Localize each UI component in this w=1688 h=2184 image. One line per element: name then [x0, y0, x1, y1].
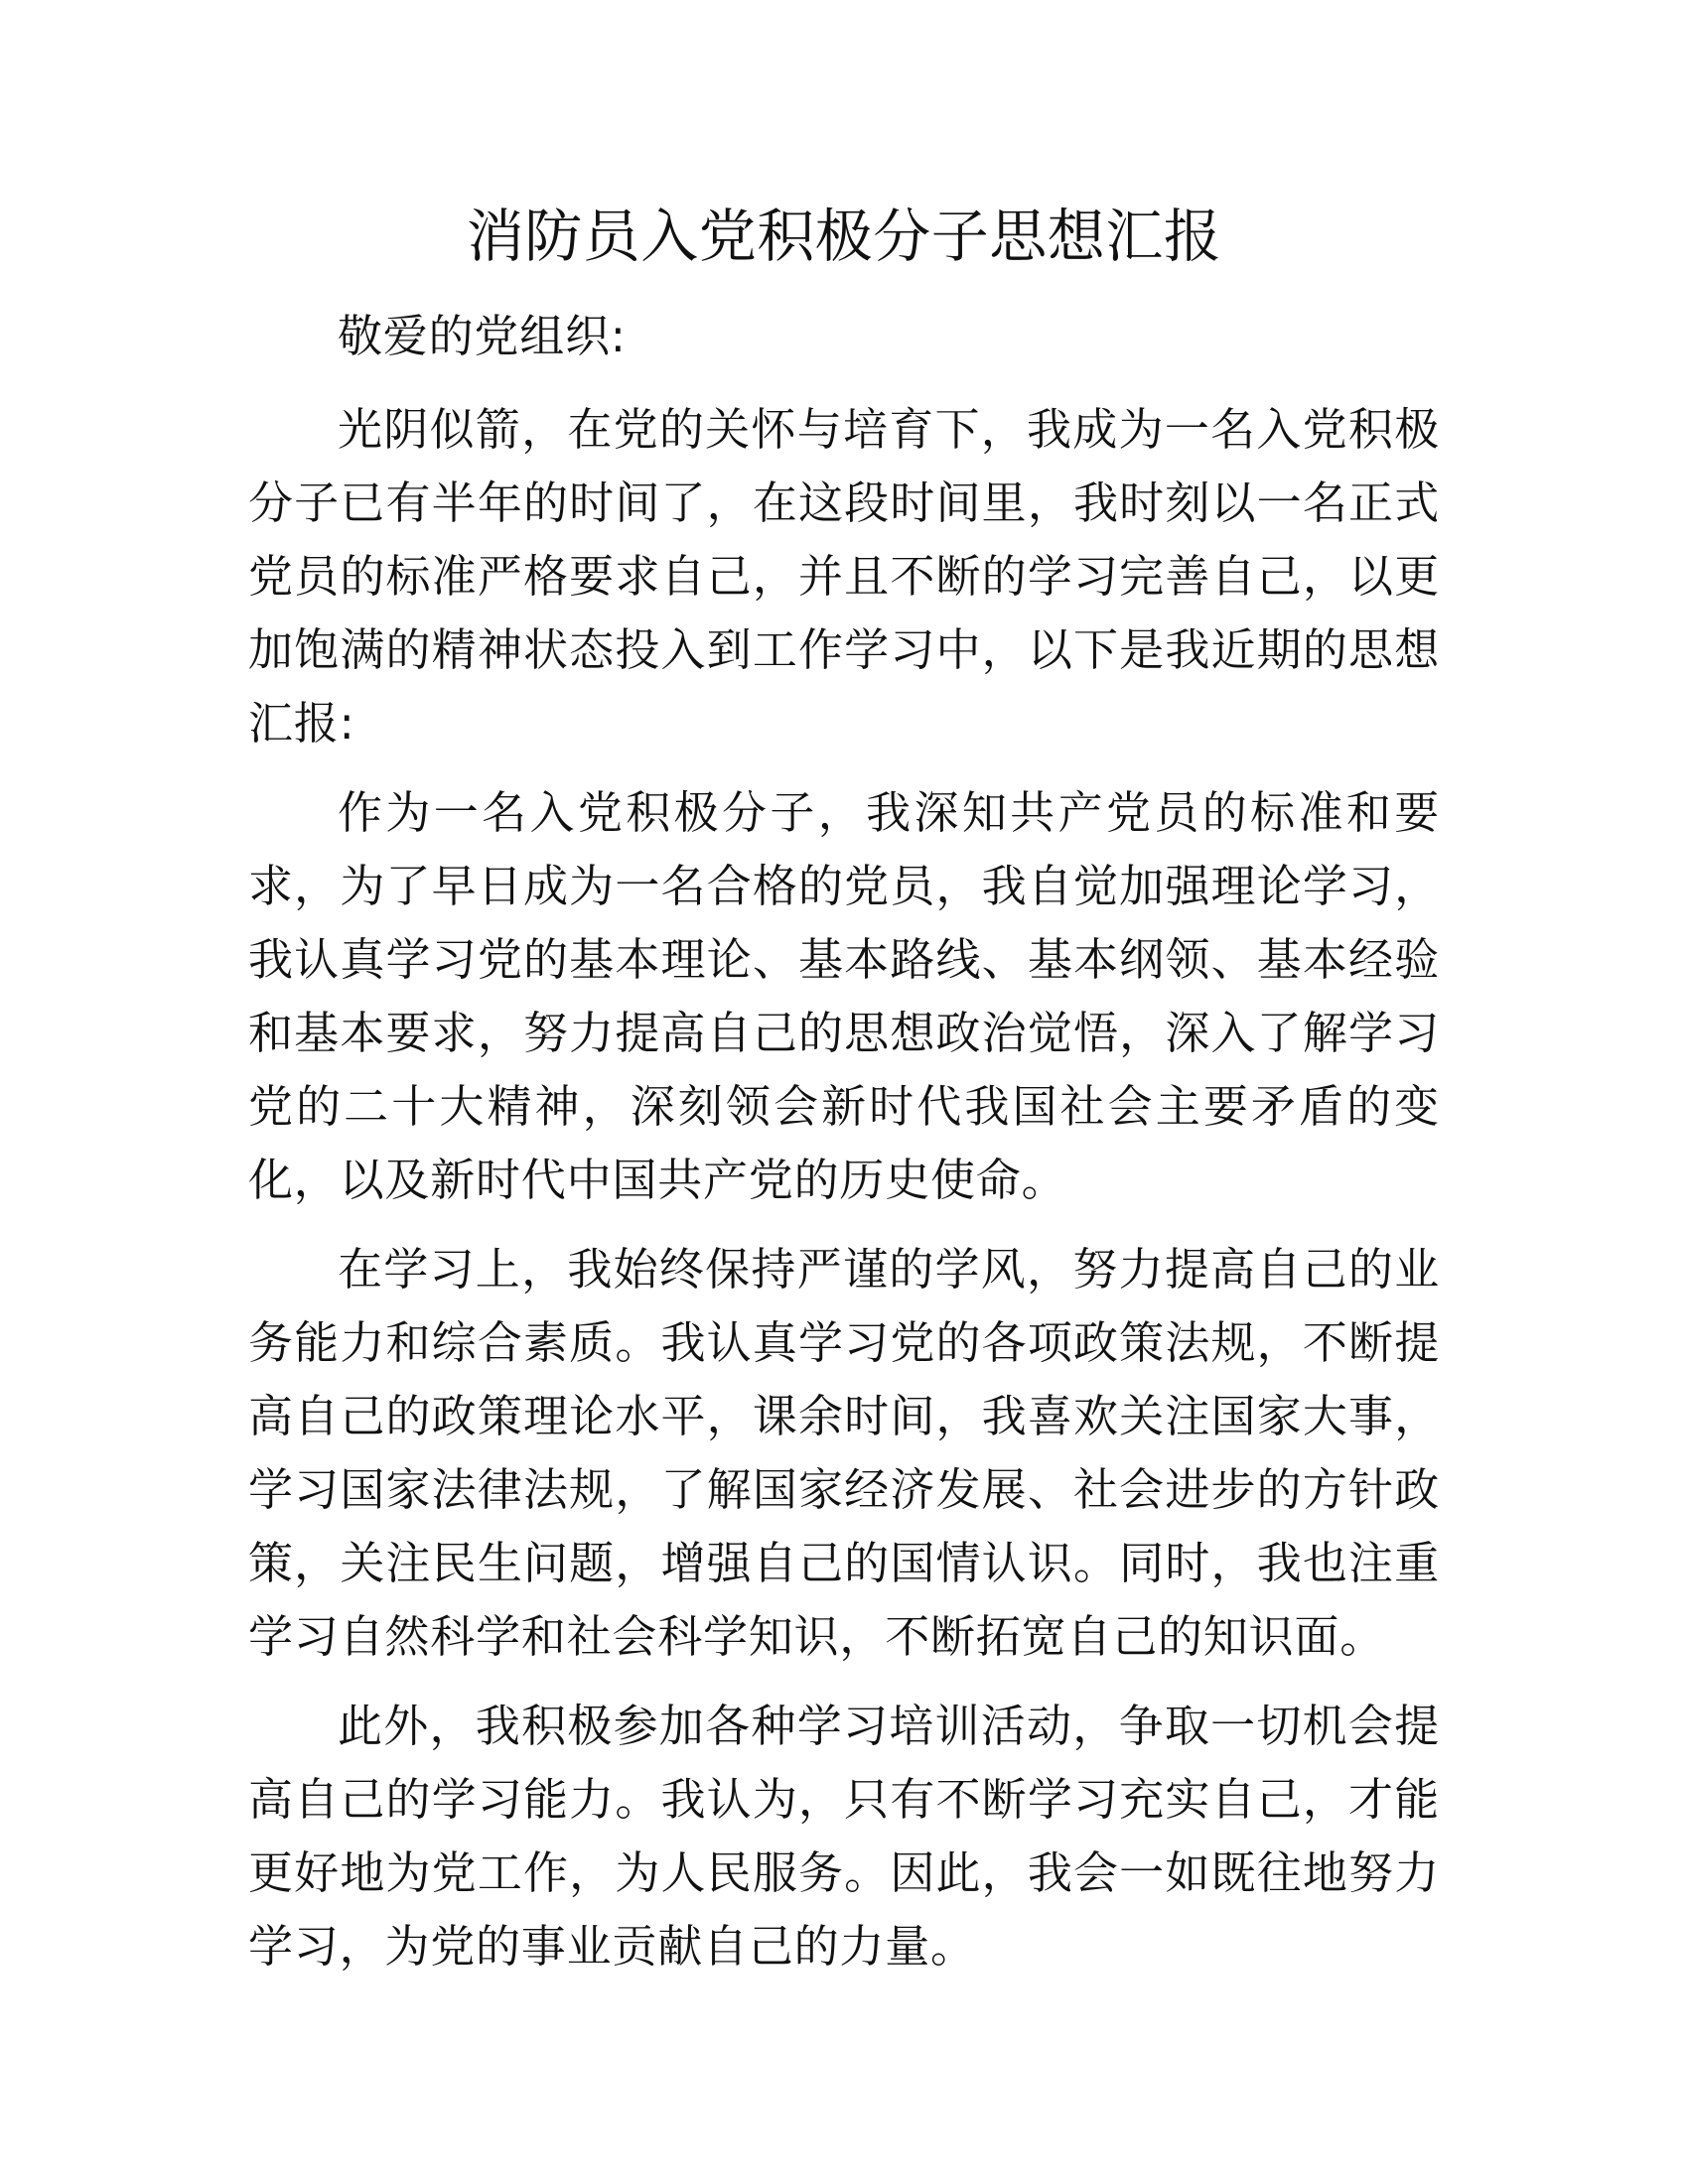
paragraph-3: 在学习上，我始终保持严谨的学风，努力提高自己的业务能力和综合素质。我认真学习党的各项政策法规，不断提高自己的政策理论水平，课余时间，我喜欢关注国家大事，学习国家法律法规，了解国家经济发展、社会进步的方针政策，关注民生问题，增强自己的国情认识。同时，我也注重学习自然科学和社会科学知识，不断拓宽自己的知识面。 [248, 1243, 1440, 1663]
paragraph-1: 光阴似箭，在党的关怀与培育下，我成为一名入党积极分子已有半年的时间了，在这段时间里，我时刻以一名正式党员的标准严格要求自己，并且不断的学习完善自己，以更加饱满的精神状态投入到工作学习中，以下是我近期的思想汇报: [248, 403, 1440, 750]
paragraph-4: 此外，我积极参加各种学习培训活动，争取一切机会提高自己的学习能力。我认为，只有不断学习充实自己，才能更好地为党工作，为人民服务。因此，我会一如既往地努力学习，为党的事业贡献自己的力量。 [248, 1700, 1440, 1973]
document-body [248, 300, 1440, 1999]
salutation: 敬爱的党组织: [338, 310, 627, 362]
document-title: 消防员入党积极分子思想汇报 [466, 203, 1222, 270]
paragraph-2: 作为一名入党积极分子，我深知共产党员的标准和要求，为了早日成为一名合格的党员，我自觉加强理论学习，我认真学习党的基本理论、基本路线、基本纲领、基本经验和基本要求，努力提高自己的思想政治觉悟，深入了解学习党的二十大精神，深刻领会新时代我国社会主要矛盾的变化，以及新时代中国共产党的历史使命。 [248, 786, 1440, 1206]
